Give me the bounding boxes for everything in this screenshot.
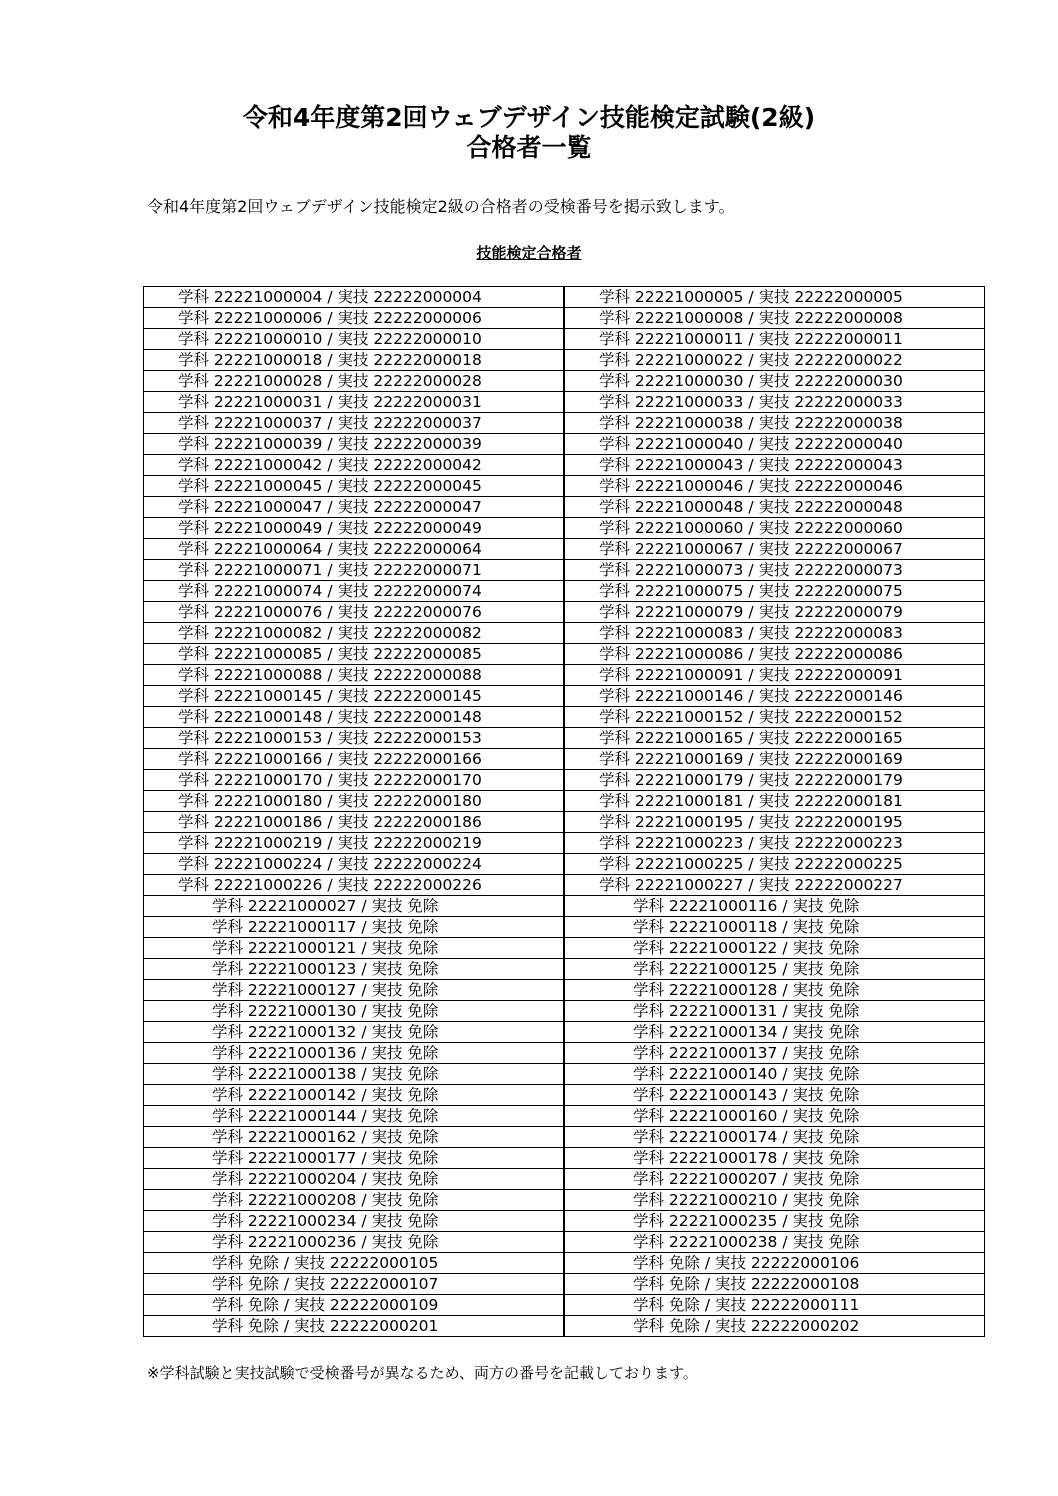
table-row <box>144 938 985 959</box>
right-cell: 学科 22221000238 / 実技 免除 <box>565 1232 985 1253</box>
right-cell: 学科 22221000174 / 実技 免除 <box>565 1127 985 1148</box>
left-cell: 学科 22221000074 / 実技 22222000074 <box>144 581 564 602</box>
left-cell: 学科 免除 / 実技 22222000107 <box>144 1274 564 1295</box>
right-cell: 学科 22221000011 / 実技 22222000011 <box>565 329 985 350</box>
table-row <box>144 980 985 1001</box>
table-row <box>144 1253 985 1274</box>
right-cell: 学科 22221000165 / 実技 22222000165 <box>565 728 985 749</box>
table-row <box>144 287 985 308</box>
left-cell: 学科 免除 / 実技 22222000105 <box>144 1253 564 1274</box>
page-subtitle: 合格者一覧 <box>466 133 592 162</box>
left-cell: 学科 免除 / 実技 22222000109 <box>144 1295 564 1316</box>
table-row <box>144 1211 985 1232</box>
left-cell: 学科 22221000045 / 実技 22222000045 <box>144 476 564 497</box>
table-row <box>144 539 985 560</box>
left-cell: 学科 22221000204 / 実技 免除 <box>144 1169 564 1190</box>
table-row <box>144 1316 985 1337</box>
right-cell: 学科 22221000195 / 実技 22222000195 <box>565 812 985 833</box>
right-cell: 学科 22221000137 / 実技 免除 <box>565 1043 985 1064</box>
right-cell: 学科 22221000223 / 実技 22222000223 <box>565 833 985 854</box>
right-cell: 学科 22221000235 / 実技 免除 <box>565 1211 985 1232</box>
right-cell: 学科 22221000131 / 実技 免除 <box>565 1001 985 1022</box>
table-row <box>144 833 985 854</box>
left-cell: 学科 22221000037 / 実技 22222000037 <box>144 413 564 434</box>
left-cell: 学科 22221000136 / 実技 免除 <box>144 1043 564 1064</box>
right-cell: 学科 22221000033 / 実技 22222000033 <box>565 392 985 413</box>
table-row <box>144 623 985 644</box>
section-heading: 技能検定合格者 <box>476 244 582 262</box>
left-cell: 学科 22221000130 / 実技 免除 <box>144 1001 564 1022</box>
left-cell: 学科 22221000028 / 実技 22222000028 <box>144 371 564 392</box>
left-cell: 学科 22221000236 / 実技 免除 <box>144 1232 564 1253</box>
right-cell: 学科 22221000143 / 実技 免除 <box>565 1085 985 1106</box>
right-cell: 学科 免除 / 実技 22222000202 <box>565 1316 985 1337</box>
right-cell: 学科 22221000146 / 実技 22222000146 <box>565 686 985 707</box>
left-cell: 学科 22221000064 / 実技 22222000064 <box>144 539 564 560</box>
passer-table <box>143 286 985 1337</box>
left-cell: 学科 22221000132 / 実技 免除 <box>144 1022 564 1043</box>
table-row <box>144 1274 985 1295</box>
right-cell: 学科 22221000048 / 実技 22222000048 <box>565 497 985 518</box>
table-row <box>144 1190 985 1211</box>
left-cell: 学科 22221000031 / 実技 22222000031 <box>144 392 564 413</box>
right-cell: 学科 免除 / 実技 22222000108 <box>565 1274 985 1295</box>
table-row <box>144 518 985 539</box>
left-cell: 学科 22221000145 / 実技 22222000145 <box>144 686 564 707</box>
right-cell: 学科 22221000022 / 実技 22222000022 <box>565 350 985 371</box>
right-cell: 学科 22221000128 / 実技 免除 <box>565 980 985 1001</box>
table-row <box>144 875 985 896</box>
left-cell: 学科 22221000166 / 実技 22222000166 <box>144 749 564 770</box>
left-cell: 学科 22221000121 / 実技 免除 <box>144 938 564 959</box>
left-cell: 学科 22221000224 / 実技 22222000224 <box>144 854 564 875</box>
left-cell: 学科 22221000162 / 実技 免除 <box>144 1127 564 1148</box>
right-cell: 学科 22221000083 / 実技 22222000083 <box>565 623 985 644</box>
right-cell: 学科 22221000043 / 実技 22222000043 <box>565 455 985 476</box>
table-row <box>144 959 985 980</box>
left-cell: 学科 22221000153 / 実技 22222000153 <box>144 728 564 749</box>
right-cell: 学科 22221000178 / 実技 免除 <box>565 1148 985 1169</box>
table-row <box>144 707 985 728</box>
left-cell: 学科 22221000123 / 実技 免除 <box>144 959 564 980</box>
left-cell: 学科 22221000170 / 実技 22222000170 <box>144 770 564 791</box>
table-row <box>144 1085 985 1106</box>
table-row <box>144 413 985 434</box>
right-cell: 学科 22221000181 / 実技 22222000181 <box>565 791 985 812</box>
left-cell: 学科 22221000010 / 実技 22222000010 <box>144 329 564 350</box>
table-row <box>144 455 985 476</box>
right-cell: 学科 22221000079 / 実技 22222000079 <box>565 602 985 623</box>
left-cell: 学科 22221000088 / 実技 22222000088 <box>144 665 564 686</box>
table-row <box>144 728 985 749</box>
right-cell: 学科 22221000067 / 実技 22222000067 <box>565 539 985 560</box>
right-cell: 学科 22221000005 / 実技 22222000005 <box>565 287 985 308</box>
table-row <box>144 1295 985 1316</box>
table-row <box>144 476 985 497</box>
table-row <box>144 1232 985 1253</box>
table-row <box>144 1043 985 1064</box>
table-row <box>144 854 985 875</box>
right-cell: 学科 22221000040 / 実技 22222000040 <box>565 434 985 455</box>
right-cell: 学科 22221000118 / 実技 免除 <box>565 917 985 938</box>
right-cell: 学科 22221000152 / 実技 22222000152 <box>565 707 985 728</box>
table-row <box>144 350 985 371</box>
left-cell: 学科 22221000082 / 実技 22222000082 <box>144 623 564 644</box>
table-row <box>144 686 985 707</box>
table-row <box>144 1127 985 1148</box>
right-cell: 学科 22221000046 / 実技 22222000046 <box>565 476 985 497</box>
left-cell: 学科 22221000027 / 実技 免除 <box>144 896 564 917</box>
right-cell: 学科 22221000125 / 実技 免除 <box>565 959 985 980</box>
right-cell: 学科 22221000073 / 実技 22222000073 <box>565 560 985 581</box>
page-title: 令和4年度第2回ウェブデザイン技能検定試験(2級) <box>242 103 816 132</box>
right-cell: 学科 22221000008 / 実技 22222000008 <box>565 308 985 329</box>
table-row <box>144 1022 985 1043</box>
table-row <box>144 917 985 938</box>
table-row <box>144 644 985 665</box>
left-cell: 学科 22221000117 / 実技 免除 <box>144 917 564 938</box>
left-cell: 学科 22221000006 / 実技 22222000006 <box>144 308 564 329</box>
right-cell: 学科 22221000207 / 実技 免除 <box>565 1169 985 1190</box>
left-cell: 学科 22221000144 / 実技 免除 <box>144 1106 564 1127</box>
left-cell: 学科 22221000042 / 実技 22222000042 <box>144 455 564 476</box>
left-cell: 学科 22221000138 / 実技 免除 <box>144 1064 564 1085</box>
right-cell: 学科 22221000160 / 実技 免除 <box>565 1106 985 1127</box>
table-row <box>144 371 985 392</box>
right-cell: 学科 22221000091 / 実技 22222000091 <box>565 665 985 686</box>
left-cell: 学科 22221000186 / 実技 22222000186 <box>144 812 564 833</box>
table-row <box>144 560 985 581</box>
right-cell: 学科 22221000122 / 実技 免除 <box>565 938 985 959</box>
left-cell: 学科 22221000208 / 実技 免除 <box>144 1190 564 1211</box>
left-cell: 学科 22221000018 / 実技 22222000018 <box>144 350 564 371</box>
right-cell: 学科 22221000075 / 実技 22222000075 <box>565 581 985 602</box>
right-cell: 学科 22221000060 / 実技 22222000060 <box>565 518 985 539</box>
right-cell: 学科 22221000210 / 実技 免除 <box>565 1190 985 1211</box>
table-row <box>144 602 985 623</box>
left-cell: 学科 22221000071 / 実技 22222000071 <box>144 560 564 581</box>
table-row <box>144 581 985 602</box>
table-row <box>144 308 985 329</box>
table-row <box>144 665 985 686</box>
table-row <box>144 1169 985 1190</box>
table-row <box>144 1064 985 1085</box>
right-cell: 学科 22221000140 / 実技 免除 <box>565 1064 985 1085</box>
table-row <box>144 1148 985 1169</box>
right-cell: 学科 22221000086 / 実技 22222000086 <box>565 644 985 665</box>
left-cell: 学科 22221000219 / 実技 22222000219 <box>144 833 564 854</box>
left-cell: 学科 22221000049 / 実技 22222000049 <box>144 518 564 539</box>
table-row <box>144 896 985 917</box>
table-row <box>144 791 985 812</box>
right-cell: 学科 22221000227 / 実技 22222000227 <box>565 875 985 896</box>
right-cell: 学科 22221000225 / 実技 22222000225 <box>565 854 985 875</box>
left-cell: 学科 22221000127 / 実技 免除 <box>144 980 564 1001</box>
right-cell: 学科 免除 / 実技 22222000106 <box>565 1253 985 1274</box>
left-cell: 学科 22221000234 / 実技 免除 <box>144 1211 564 1232</box>
left-cell: 学科 22221000180 / 実技 22222000180 <box>144 791 564 812</box>
right-cell: 学科 22221000030 / 実技 22222000030 <box>565 371 985 392</box>
table-row <box>144 497 985 518</box>
left-cell: 学科 22221000142 / 実技 免除 <box>144 1085 564 1106</box>
intro-text: 令和4年度第2回ウェブデザイン技能検定2級の合格者の受検番号を掲示致します。 <box>147 197 735 216</box>
right-cell: 学科 免除 / 実技 22222000111 <box>565 1295 985 1316</box>
left-cell: 学科 22221000085 / 実技 22222000085 <box>144 644 564 665</box>
right-cell: 学科 22221000169 / 実技 22222000169 <box>565 749 985 770</box>
left-cell: 学科 22221000148 / 実技 22222000148 <box>144 707 564 728</box>
table-row <box>144 1001 985 1022</box>
table-row <box>144 812 985 833</box>
right-cell: 学科 22221000038 / 実技 22222000038 <box>565 413 985 434</box>
table-row <box>144 392 985 413</box>
left-cell: 学科 22221000177 / 実技 免除 <box>144 1148 564 1169</box>
left-cell: 学科 22221000004 / 実技 22222000004 <box>144 287 564 308</box>
table-row <box>144 1106 985 1127</box>
right-cell: 学科 22221000134 / 実技 免除 <box>565 1022 985 1043</box>
table-row <box>144 329 985 350</box>
table-row <box>144 770 985 791</box>
right-cell: 学科 22221000116 / 実技 免除 <box>565 896 985 917</box>
right-cell: 学科 22221000179 / 実技 22222000179 <box>565 770 985 791</box>
left-cell: 学科 22221000076 / 実技 22222000076 <box>144 602 564 623</box>
left-cell: 学科 22221000039 / 実技 22222000039 <box>144 434 564 455</box>
left-cell: 学科 免除 / 実技 22222000201 <box>144 1316 564 1337</box>
left-cell: 学科 22221000226 / 実技 22222000226 <box>144 875 564 896</box>
left-cell: 学科 22221000047 / 実技 22222000047 <box>144 497 564 518</box>
table-row <box>144 749 985 770</box>
footnote: ※学科試験と実技試験で受検番号が異なるため、両方の番号を記載しております。 <box>147 1364 698 1382</box>
table-row <box>144 434 985 455</box>
